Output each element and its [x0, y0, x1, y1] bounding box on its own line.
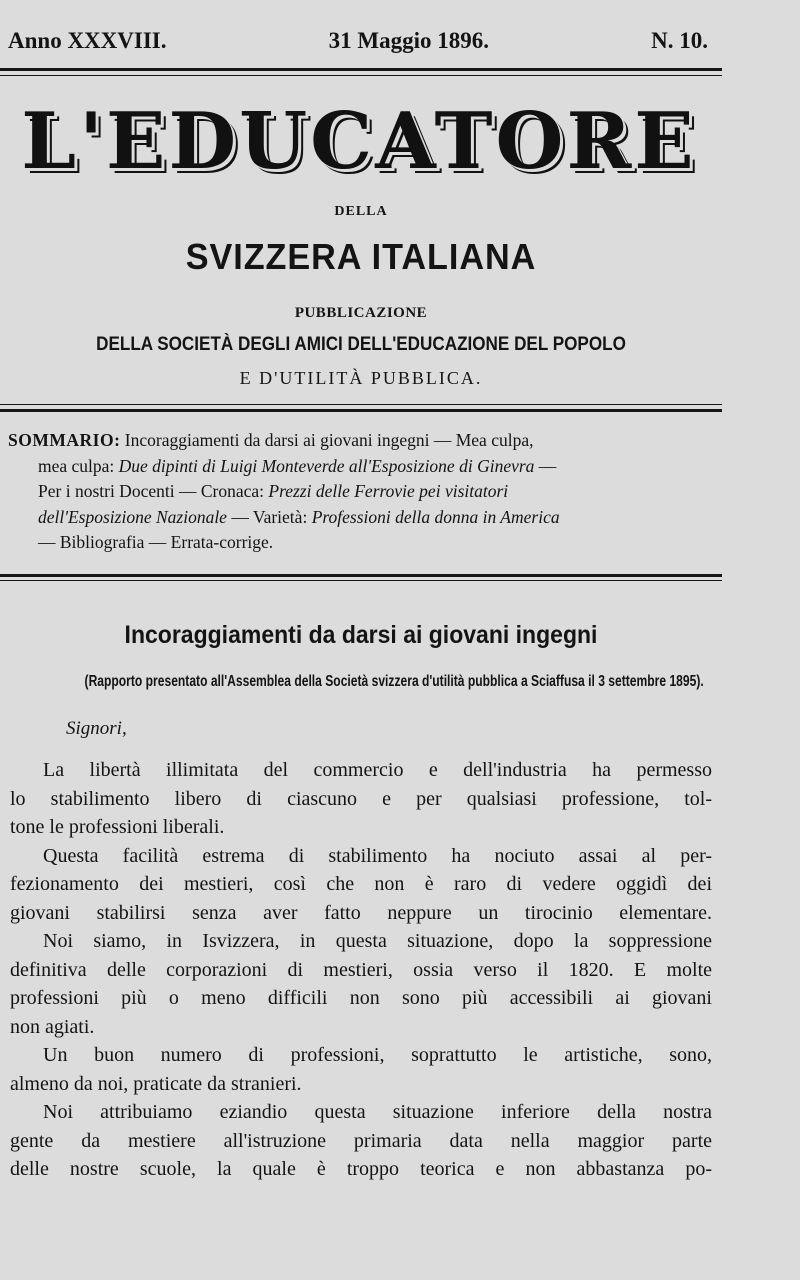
body-line: Questa facilità estrema di stabilimento ha nociuto assai al per- [43, 844, 712, 867]
issue-header [8, 26, 708, 56]
article-salutation: Signori, [66, 718, 127, 739]
body-line: delle nostre scuole, la quale è troppo teorica e non abbastanza po- [10, 1158, 712, 1180]
header-rule-top [0, 68, 722, 71]
toc-line-5: — Bibliografia — Errata-corrige. [38, 532, 274, 552]
masthead-rule-thin [0, 404, 722, 405]
masthead-subtitle: SVIZZERA ITALIANA [185, 236, 537, 277]
masthead-utility: E D'UTILITÀ PUBBLICA. [239, 368, 483, 388]
article-body [10, 756, 712, 1184]
toc-line-4: dell'Esposizione Nazionale — Varietà: Professioni della donna in America [38, 506, 560, 527]
toc-line-3: Per i nostri Docenti — Cronaca: Prezzi delle Ferrovie pei visitatori [38, 481, 509, 501]
body-line: non agiati. [10, 1015, 95, 1038]
issue-date: 31 Maggio 1896. [328, 28, 489, 53]
article-title: Incoraggiamenti da darsi ai giovani ingegni [124, 621, 598, 649]
body-line: definitiva delle corporazioni di mestieri, ossia verso il 1820. E molte [10, 958, 712, 981]
body-line: Noi siamo, in Isvizzera, in questa situazione, dopo la soppressione [43, 930, 712, 952]
toc-rule-thin [0, 580, 722, 581]
toc-line-2: mea culpa: Due dipinti di Luigi Monteverde all'Esposizione di Ginevra — [38, 455, 557, 476]
body-line: almeno da noi, praticate da stranieri. [10, 1072, 302, 1095]
issue-number: N. 10. [651, 28, 708, 53]
masthead-della: DELLA [334, 204, 388, 219]
body-line: professioni più o meno difficili non sono più accessibili ai giovani [10, 987, 712, 1009]
body-line: fezionamento dei mestieri, così che non è raro di vedere oggidì dei [10, 873, 712, 895]
toc-label: SOMMARIO: [8, 430, 121, 450]
body-line: giovani stabilirsi senza aver fatto neppure un tirocinio elementare. [10, 901, 712, 924]
body-line: Noi attribuiamo eziandio questa situazione inferiore della nostra [43, 1101, 712, 1123]
masthead-society: DELLA SOCIETÀ DEGLI AMICI DELL'EDUCAZIONE DEL POPOLO [96, 334, 626, 355]
article-subtitle: (Rapporto presentato all'Assemblea della Società svizzera d'utilità pubblica a Sciaffusa il 3 settembre 1895). [84, 673, 704, 690]
body-line: gente da mestiere all'istruzione primaria data nella maggior parte [10, 1129, 712, 1152]
body-line: Un buon numero di professioni, soprattutto le artistiche, sono, [43, 1044, 712, 1066]
header-rule-bottom [0, 75, 722, 76]
masthead-rule-thick [0, 409, 722, 412]
masthead-pubblicazione: PUBBLICAZIONE [294, 305, 428, 321]
body-line: lo stabilimento libero di ciascuno e per qualsiasi professione, tol- [10, 787, 712, 810]
masthead-title: L'EDUCATORE [21, 96, 697, 187]
toc-line-1: SOMMARIO: Incoraggiamenti da darsi ai giovani ingegni — Mea culpa, [8, 430, 534, 450]
body-line: La libertà illimitata del commercio e dell'industria ha permesso [43, 759, 712, 781]
body-line: tone le professioni liberali. [10, 816, 225, 838]
table-of-contents [8, 428, 710, 556]
volume-label: Anno XXXVIII. [8, 28, 167, 53]
toc-rule-thick [0, 574, 722, 577]
